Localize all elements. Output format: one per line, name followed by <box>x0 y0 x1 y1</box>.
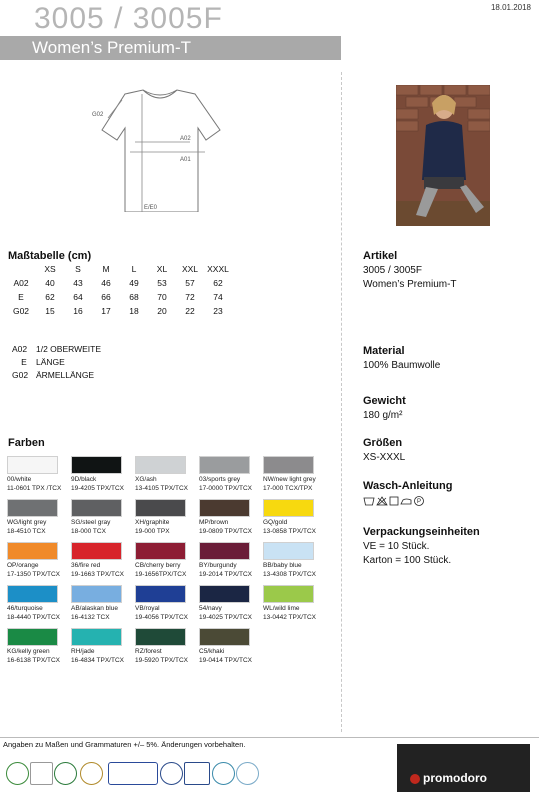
size-col-xxxl: XXXL <box>207 264 229 274</box>
color-swatch <box>7 585 58 603</box>
sizes-value: XS-XXXL <box>363 452 406 463</box>
legend-text: 1/2 OBERWEITE <box>36 344 102 354</box>
color-name: WG/light grey <box>7 519 47 526</box>
packaging-ve: VE = 10 Stück. <box>363 541 430 552</box>
label-e: E/E0 <box>144 205 158 211</box>
product-name: Women’s Premium-T <box>32 38 192 57</box>
label-a02: A02 <box>180 136 191 142</box>
color-swatch <box>199 542 250 560</box>
legend-row <box>12 344 101 357</box>
size-table <box>6 262 232 318</box>
color-swatch <box>71 499 122 517</box>
cell: 22 <box>185 306 195 316</box>
cell: 20 <box>157 306 167 316</box>
shirt-measurement-diagram <box>80 82 240 212</box>
row-label: A02 <box>13 278 29 288</box>
legend-code: A02 <box>12 344 28 354</box>
cert-badge-icon <box>184 762 210 785</box>
label-g02: G02 <box>92 112 104 118</box>
cell: 62 <box>45 292 55 302</box>
color-swatch <box>263 585 314 603</box>
color-pantone: 11-0601 TPX /TCX <box>7 485 62 492</box>
color-swatch <box>71 456 122 474</box>
color-name: 54/navy <box>199 605 222 612</box>
color-name: BY/burgundy <box>199 562 237 569</box>
color-pantone: 19-2014 TPX/TCX <box>199 571 252 578</box>
color-name: XH/graphite <box>135 519 170 526</box>
color-swatch <box>71 542 122 560</box>
no-bleach-icon <box>377 497 387 505</box>
color-pantone: 13-4308 TPX/TCX <box>263 571 316 578</box>
size-row-e <box>6 290 232 304</box>
cell: 57 <box>185 278 195 288</box>
size-col-s: S <box>75 264 81 274</box>
color-name: WL/wild lime <box>263 605 300 612</box>
color-name: RZ/forest <box>135 648 162 655</box>
weight-value: 180 g/m² <box>363 410 403 421</box>
color-name: VB/royal <box>135 605 160 612</box>
cell: 17 <box>101 306 111 316</box>
color-name: 36/fire red <box>71 562 101 569</box>
size-row-a02 <box>6 276 232 290</box>
footer-disclaimer: Angaben zu Maßen und Grammaturen +/– 5%. Änderungen vorbehalten. <box>3 740 246 749</box>
cell: 53 <box>157 278 167 288</box>
quality-seal-icon <box>80 762 103 785</box>
color-name: MP/brown <box>199 519 229 526</box>
color-swatch <box>7 499 58 517</box>
brand-name: promodoro <box>423 771 487 785</box>
cell: 66 <box>101 292 111 302</box>
color-name: 03/sports grey <box>199 476 241 483</box>
color-pantone: 19-1663 TPX/TCX <box>71 571 124 578</box>
size-col-xl: XL <box>156 264 168 274</box>
cell: 16 <box>73 306 83 316</box>
certification-icon <box>160 762 183 785</box>
color-name: 46/turquoise <box>7 605 43 612</box>
color-pantone: 13-0442 TPX/TCX <box>263 614 316 621</box>
color-pantone: 13-0858 TPX/TCX <box>263 528 316 535</box>
article-title: Artikel <box>363 250 398 262</box>
cell: 40 <box>45 278 55 288</box>
color-name: GQ/gold <box>263 519 288 526</box>
color-name: RH/jade <box>71 648 95 655</box>
color-swatch <box>135 456 186 474</box>
color-swatch <box>263 542 314 560</box>
material-title: Material <box>363 345 405 357</box>
size-row-g02 <box>6 304 232 318</box>
legend-code: G02 <box>12 370 29 380</box>
color-pantone: 18-4440 TPX/TCX <box>7 614 60 621</box>
cell: 64 <box>73 292 83 302</box>
cell: 18 <box>129 306 139 316</box>
size-header-row <box>6 262 232 276</box>
color-swatch <box>135 499 186 517</box>
color-name: XG/ash <box>135 476 157 483</box>
cell: 62 <box>213 278 223 288</box>
cell: 49 <box>129 278 139 288</box>
cell: 23 <box>213 306 223 316</box>
color-name: 9D/black <box>71 476 97 483</box>
size-col-xxl: XXL <box>181 264 199 274</box>
color-pantone: 18-4510 TCX <box>7 528 46 535</box>
colors-title: Farben <box>8 437 45 449</box>
color-pantone: 19-4056 TPX/TCX <box>135 614 188 621</box>
column-divider <box>341 72 342 732</box>
color-pantone: 13-4105 TPX/TCX <box>135 485 188 492</box>
color-name: KG/kelly green <box>7 648 50 655</box>
model-photo <box>396 85 490 226</box>
green-initiative-icon <box>236 762 259 785</box>
color-pantone: 18-000 TCX <box>71 528 106 535</box>
row-label: G02 <box>12 306 30 316</box>
product-code-title: 3005 / 3005F <box>34 2 223 35</box>
row-label: E <box>18 292 24 302</box>
svg-text:P: P <box>417 499 422 505</box>
color-pantone: 16-4132 TCX <box>71 614 110 621</box>
color-swatch <box>135 585 186 603</box>
color-pantone: 17-1350 TPX/TCX <box>7 571 60 578</box>
color-name: BB/baby blue <box>263 562 302 569</box>
color-pantone: 19-5920 TPX/TCX <box>135 657 188 664</box>
color-name: NW/new light grey <box>263 476 316 483</box>
color-swatch <box>199 585 250 603</box>
cell: 15 <box>45 306 55 316</box>
color-swatch <box>199 456 250 474</box>
size-col-xs: XS <box>44 264 56 274</box>
bsci-logo-icon <box>108 762 158 785</box>
legend-text: LÄNGE <box>36 357 65 367</box>
color-pantone: 17-0000 TPX/TCX <box>199 485 252 492</box>
color-swatch <box>7 456 58 474</box>
product-name-banner <box>0 36 341 60</box>
organic-cert-icon <box>6 762 29 785</box>
article-name: Women’s Premium-T <box>363 279 457 290</box>
color-swatch <box>71 585 122 603</box>
color-name: C5/khaki <box>199 648 225 655</box>
color-swatch <box>135 628 186 646</box>
fair-wear-icon <box>54 762 77 785</box>
material-value: 100% Baumwolle <box>363 360 441 371</box>
cell: 74 <box>213 292 223 302</box>
sizes-title: Größen <box>363 437 403 449</box>
textile-cert-icon <box>30 762 53 785</box>
wash-title: Wasch-Anleitung <box>363 480 453 492</box>
cell: 72 <box>185 292 195 302</box>
color-pantone: 19-0414 TPX/TCX <box>199 657 252 664</box>
cell: 68 <box>129 292 139 302</box>
color-swatch <box>7 542 58 560</box>
cell: 43 <box>73 278 83 288</box>
color-name: CB/cherry berry <box>135 562 181 569</box>
color-pantone: 19-0809 TPX/TCX <box>199 528 252 535</box>
color-swatch <box>263 456 314 474</box>
color-pantone: 19-1656TPX/TCX <box>135 571 187 578</box>
color-swatch <box>135 542 186 560</box>
color-swatch <box>263 499 314 517</box>
size-col-m: M <box>102 264 110 274</box>
cell: 70 <box>157 292 167 302</box>
tumble-dry-icon <box>390 497 398 505</box>
packaging-carton: Karton = 100 Stück. <box>363 555 452 566</box>
weight-title: Gewicht <box>363 395 406 407</box>
color-name: AB/alaskan blue <box>71 605 118 612</box>
legend-code: E <box>21 357 27 367</box>
color-pantone: 16-6138 TPX/TCX <box>7 657 60 664</box>
size-table-title: Maßtabelle (cm) <box>8 250 92 262</box>
color-pantone: 19-000 TPX <box>135 528 170 535</box>
tomato-icon <box>410 774 420 784</box>
legend-row <box>12 370 101 383</box>
color-swatch <box>7 628 58 646</box>
color-swatch <box>199 628 250 646</box>
wash-30-icon <box>364 498 374 505</box>
climate-icon <box>212 762 235 785</box>
color-swatch <box>71 628 122 646</box>
iron-icon <box>401 499 411 504</box>
wash-care-icons <box>363 495 427 507</box>
document-date: 18.01.2018 <box>490 3 531 12</box>
legend-text: ÄRMELLÄNGE <box>36 370 95 380</box>
color-name: 00/white <box>7 476 32 483</box>
color-name: OP/orange <box>7 562 39 569</box>
measurement-legend <box>12 344 101 383</box>
cell: 46 <box>101 278 111 288</box>
footer-divider <box>0 737 539 738</box>
color-pantone: 16-4834 TPX/TCX <box>71 657 124 664</box>
color-pantone: 19-4205 TPX/TCX <box>71 485 124 492</box>
color-name: SG/steel gray <box>71 519 111 526</box>
packaging-title: Verpackungseinheiten <box>363 526 480 538</box>
color-pantone: 19-4025 TPX/TCX <box>199 614 252 621</box>
size-col-l: L <box>131 264 137 274</box>
label-a01: A01 <box>180 157 191 163</box>
legend-row <box>12 357 101 370</box>
brand-logo <box>397 744 530 792</box>
article-number: 3005 / 3005F <box>363 265 422 276</box>
color-pantone: 17-000 TCX/TPX <box>263 485 313 492</box>
color-swatch <box>199 499 250 517</box>
